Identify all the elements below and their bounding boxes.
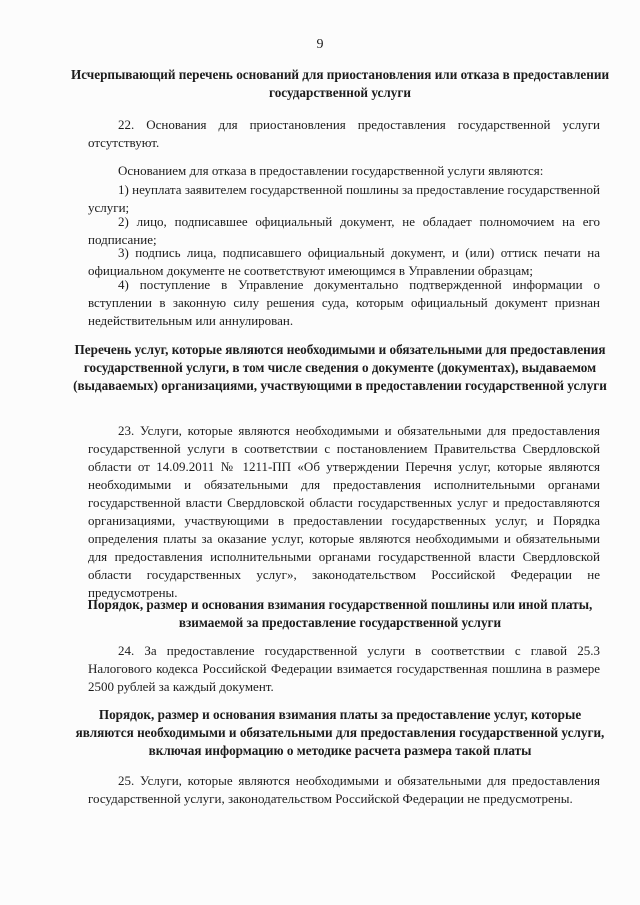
section-heading-suspension-refusal: Исчерпывающий перечень оснований для приостановления или отказа в предоставлении государственной услуги bbox=[70, 67, 610, 100]
paragraph-25: 25. Услуги, которые являются необходимыми и обязательными для предоставления государственной услуги, законодательством Российской Федерации не предусмотрены. bbox=[88, 773, 600, 806]
paragraph-refusal-ground-3: 3) подпись лица, подписавшего официальный документ, и (или) оттиск печати на официальном документе не соответствуют имеющимся в Управлении образцам; bbox=[88, 245, 600, 278]
paragraph-refusal-grounds-intro: Основанием для отказа в предоставлении государственной услуги являются: bbox=[118, 163, 544, 178]
section-heading-required-services: Перечень услуг, которые являются необходимыми и обязательными для предоставления государственной услуги, в том числе сведения о документе (документах), выдаваемом (выдаваемых) организациями, участвующими в предоставлении государственной услуги bbox=[73, 342, 607, 393]
paragraph-refusal-ground-4: 4) поступление в Управление документально подтвержденной информации о вступлении в законную силу решения суда, которым официальный документ признан недействительным или аннулирован. bbox=[88, 277, 600, 328]
page-number: 9 bbox=[316, 37, 324, 52]
paragraph-refusal-ground-2: 2) лицо, подписавшее официальный документ, не обладает полномочием на его подписание; bbox=[88, 214, 600, 247]
paragraph-refusal-ground-1: 1) неуплата заявителем государственной пошлины за предоставление государственной услуги; bbox=[88, 182, 600, 215]
paragraph-22: 22. Основания для приостановления предоставления государственной услуги отсутствуют. bbox=[88, 117, 600, 150]
paragraph-24: 24. За предоставление государственной услуги в соответствии с главой 25.3 Налогового кодекса Российской Федерации взимается государственная пошлина в размере 2500 рублей за каждый документ. bbox=[88, 643, 600, 694]
section-heading-fee-for-services: Порядок, размер и основания взимания платы за предоставление услуг, которые являются необходимыми и обязательными для предоставления государственной услуги, включая информацию о методике расчета размера такой платы bbox=[75, 707, 605, 758]
section-heading-state-duty: Порядок, размер и основания взимания государственной пошлины или иной платы, взимаемой за предоставление государственной услуги bbox=[87, 597, 593, 630]
paragraph-23: 23. Услуги, которые являются необходимыми и обязательными для предоставления государственной услуги в соответствии с постановлением Правительства Свердловской области от 14.09.2011 № 1211-ПП «Об утверждении Перечня услуг, которые являются необходимыми и обязательными для предоставления исполнительными органами государственной власти Свердловской области государственных услуг и предоставляются организациями, участвующими в предоставлении государственных услуг, и Порядка определения платы за оказание услуг, которые являются необходимыми и обязательными для предоставления исполнительными органами государственной власти Свердловской области государственных услуг», законодательством Российской Федерации не предусмотрены. bbox=[88, 423, 600, 600]
